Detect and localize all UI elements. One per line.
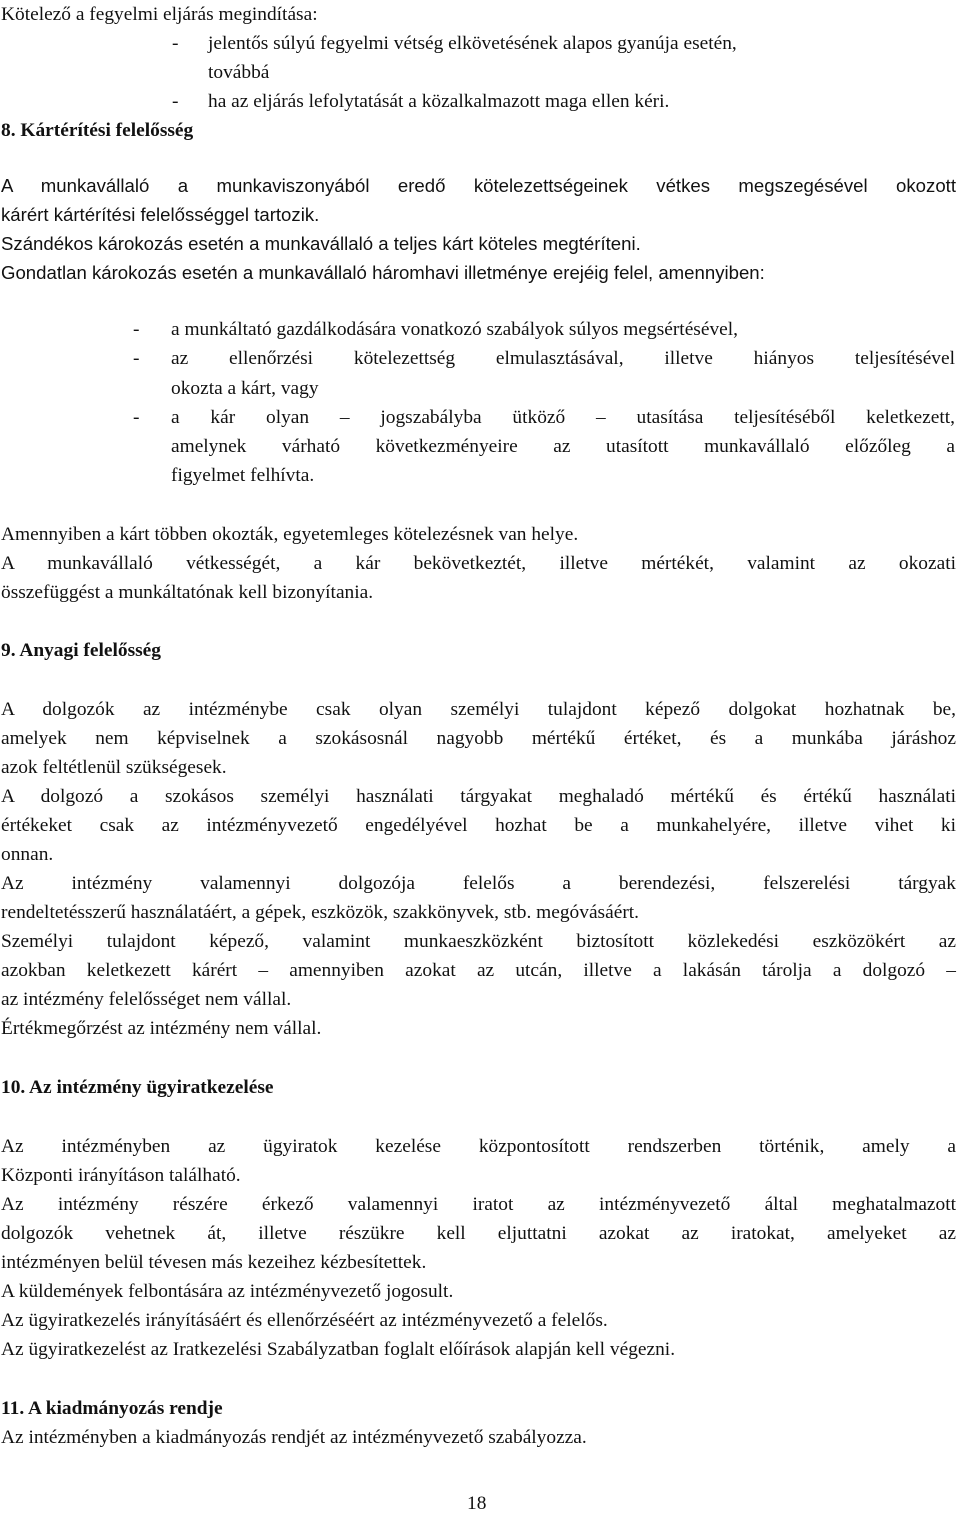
paragraph-line: amelyek nem képviselnek a szokásosnál nagyobb mértékű értéket, és a munkába járáshoz [1, 728, 956, 749]
paragraph-line: Az intézmény valamennyi dolgozója felelős a berendezési, felszerelési tárgyak [1, 873, 956, 894]
paragraph-line: onnan. [1, 844, 54, 865]
paragraph-line: azok feltétlenül szükségesek. [1, 757, 227, 778]
paragraph-line: Az ügyiratkezelés irányításáért és ellenőrzéséért az intézményvezető a felelős. [1, 1310, 608, 1331]
list-item-text: az ellenőrzési kötelezettség elmulasztásával, illetve hiányos teljesítésével [171, 348, 955, 369]
section-heading-11: 11. A kiadmányozás rendje [1, 1398, 223, 1419]
list-item-text: a kár olyan – jogszabályba ütköző – utasítása teljesítéséből keletkezett, [171, 407, 955, 428]
section-heading-9: 9. Anyagi felelősség [1, 640, 161, 661]
paragraph-line: Személyi tulajdont képező, valamint munkaeszközként biztosított közlekedési eszközökért az [1, 931, 956, 952]
paragraph-line: A munkavállaló vétkességét, a kár bekövetkeztét, illetve mértékét, valamint az okozati [1, 553, 956, 574]
paragraph-line: kárért kártérítési felelősséggel tartozik. [1, 204, 320, 225]
paragraph-line: értékeket csak az intézményvezető engedélyével hozhat be a munkahelyére, illetve vihet ki [1, 815, 956, 836]
section-heading-10: 10. Az intézmény ügyiratkezelése [1, 1077, 274, 1098]
paragraph-line: Értékmegőrzést az intézmény nem vállal. [1, 1018, 322, 1039]
paragraph-line: Az intézményben az ügyiratok kezelése központosított rendszerben történik, amely a [1, 1136, 956, 1157]
list-item-text: okozta a kárt, vagy [171, 378, 319, 399]
page-number: 18 [467, 1493, 487, 1514]
paragraph-line: A dolgozók az intézménybe csak olyan személyi tulajdont képező dolgokat hozhatnak be, [1, 699, 956, 720]
paragraph-line: dolgozók vehetnek át, illetve részükre kell eljuttatni azokat az iratokat, amelyeket az [1, 1223, 956, 1244]
paragraph-line: Az intézményben a kiadmányozás rendjét az intézményvezető szabályozza. [1, 1427, 587, 1448]
list-item-text: figyelmet felhívta. [171, 465, 315, 486]
list-dash: - [172, 33, 179, 54]
paragraph-line: A munkavállaló a munkaviszonyából eredő kötelezettségeinek vétkes megszegésével okozott [1, 175, 956, 196]
paragraph-line: rendeltetésszerű használatáért, a gépek, eszközök, szakkönyvek, stb. megóvásáért. [1, 902, 640, 923]
paragraph-line: Gondatlan károkozás esetén a munkavállaló háromhavi illetménye erejéig felel, amennyiben: [1, 262, 765, 283]
list-dash: - [133, 319, 140, 340]
list-item-text: jelentős súlyú fegyelmi vétség elkövetésének alapos gyanúja esetén, [208, 33, 737, 54]
section-heading-8: 8. Kártérítési felelősség [1, 120, 194, 141]
paragraph-line: Az intézmény részére érkező valamennyi iratot az intézményvezető által meghatalmazott [1, 1194, 956, 1215]
paragraph-line: az intézmény felelősséget nem vállal. [1, 989, 292, 1010]
list-dash: - [172, 91, 179, 112]
paragraph-line: Szándékos károkozás esetén a munkavállaló a teljes kárt köteles megtéríteni. [1, 233, 641, 254]
paragraph-line: intézményen belül tévesen más kezeihez kézbesítettek. [1, 1252, 427, 1273]
list-item-text: a munkáltató gazdálkodására vonatkozó szabályok súlyos megsértésével, [171, 319, 738, 340]
paragraph-line: Amennyiben a kárt többen okozták, egyetemleges kötelezésnek van helye. [1, 524, 579, 545]
paragraph-line: A küldemények felbontására az intézményvezető jogosult. [1, 1281, 454, 1302]
list-item-text: amelynek várható következményeire az utasított munkavállaló előzőleg a [171, 436, 955, 457]
paragraph-line: Központi irányításon található. [1, 1165, 241, 1186]
list-item-text: ha az eljárás lefolytatását a közalkalmazott maga ellen kéri. [208, 91, 670, 112]
paragraph-line: azokban keletkezett kárért – amennyiben azokat az utcán, illetve a lakásán tárolja a dolgozó – [1, 960, 956, 981]
list-item-text: továbbá [208, 62, 270, 83]
paragraph-line: összefüggést a munkáltatónak kell bizonyítania. [1, 582, 374, 603]
intro-line: Kötelező a fegyelmi eljárás megindítása: [1, 4, 318, 25]
list-dash: - [133, 407, 140, 428]
paragraph-line: Az ügyiratkezelést az Iratkezelési Szabályzatban foglalt előírások alapján kell végezni. [1, 1339, 676, 1360]
paragraph-line: A dolgozó a szokásos személyi használati tárgyakat meghaladó mértékű és értékű használati [1, 786, 956, 807]
list-dash: - [133, 348, 140, 369]
